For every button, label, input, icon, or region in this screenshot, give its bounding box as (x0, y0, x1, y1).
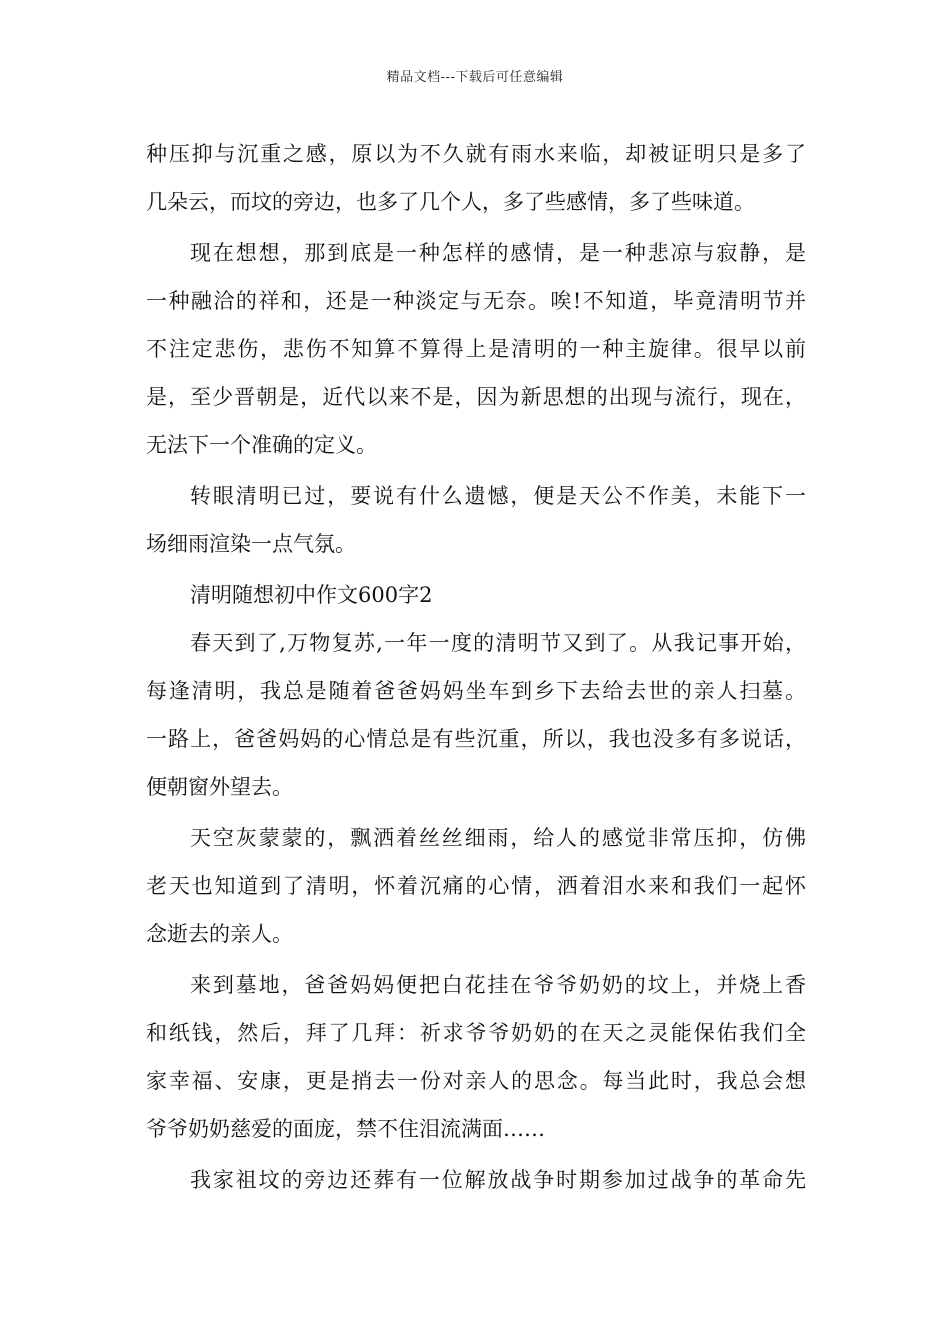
text-line: 春天到了,万物复苏,一年一度的清明节又到了。从我记事开始， (190, 631, 806, 655)
text-line: 种压抑与沉重之感，原以为不久就有雨水来临，却被证明只是多了 (146, 142, 806, 166)
text-line: 场细雨渲染一点气氛。 (146, 532, 356, 556)
text-line: 念逝去的亲人。 (146, 922, 293, 946)
text-line: 老天也知道到了清明，怀着沉痛的心情，洒着泪水来和我们一起怀 (146, 874, 806, 898)
text-line: 便朝窗外望去。 (146, 775, 293, 799)
text-line: 一种融洽的祥和，还是一种淡定与无奈。唉!不知道，毕竟清明节并 (146, 289, 806, 313)
document-body (146, 130, 806, 1204)
text-line: 来到墓地，爸爸妈妈便把白花挂在爷爷奶奶的坟上，并烧上香 (190, 973, 806, 997)
text-line: 不注定悲伤，悲伤不知算不算得上是清明的一种主旋律。很早以前 (146, 337, 806, 361)
text-line: 几朵云，而坟的旁边，也多了几个人，多了些感情，多了些味道。 (146, 190, 755, 214)
section-title: 清明随想初中作文600字2 (190, 583, 433, 607)
text-line: 天空灰蒙蒙的，飘洒着丝丝细雨，给人的感觉非常压抑，仿佛 (190, 826, 806, 850)
page-header: 精品文档---下载后可任意编辑 (386, 70, 564, 85)
text-line: 爷爷奶奶慈爱的面庞，禁不住泪流满面…… (146, 1117, 545, 1141)
text-line: 每逢清明，我总是随着爸爸妈妈坐车到乡下去给去世的亲人扫墓。 (146, 679, 806, 703)
text-line: 是，至少晋朝是，近代以来不是，因为新思想的出现与流行，现在， (146, 385, 806, 409)
text-line: 现在想想，那到底是一种怎样的感情，是一种悲凉与寂静，是 (190, 241, 806, 265)
text-line: 家幸福、安康，更是捎去一份对亲人的思念。每当此时，我总会想 (146, 1069, 806, 1093)
text-line: 和纸钱，然后，拜了几拜：祈求爷爷奶奶的在天之灵能保佑我们全 (146, 1021, 806, 1045)
text-line: 一路上，爸爸妈妈的心情总是有些沉重，所以，我也没多有多说话， (146, 727, 806, 751)
text-line: 无法下一个准确的定义。 (146, 433, 377, 457)
text-line: 我家祖坟的旁边还葬有一位解放战争时期参加过战争的革命先 (190, 1168, 806, 1192)
text-line: 转眼清明已过，要说有什么遗憾，便是天公不作美，未能下一 (190, 484, 806, 508)
